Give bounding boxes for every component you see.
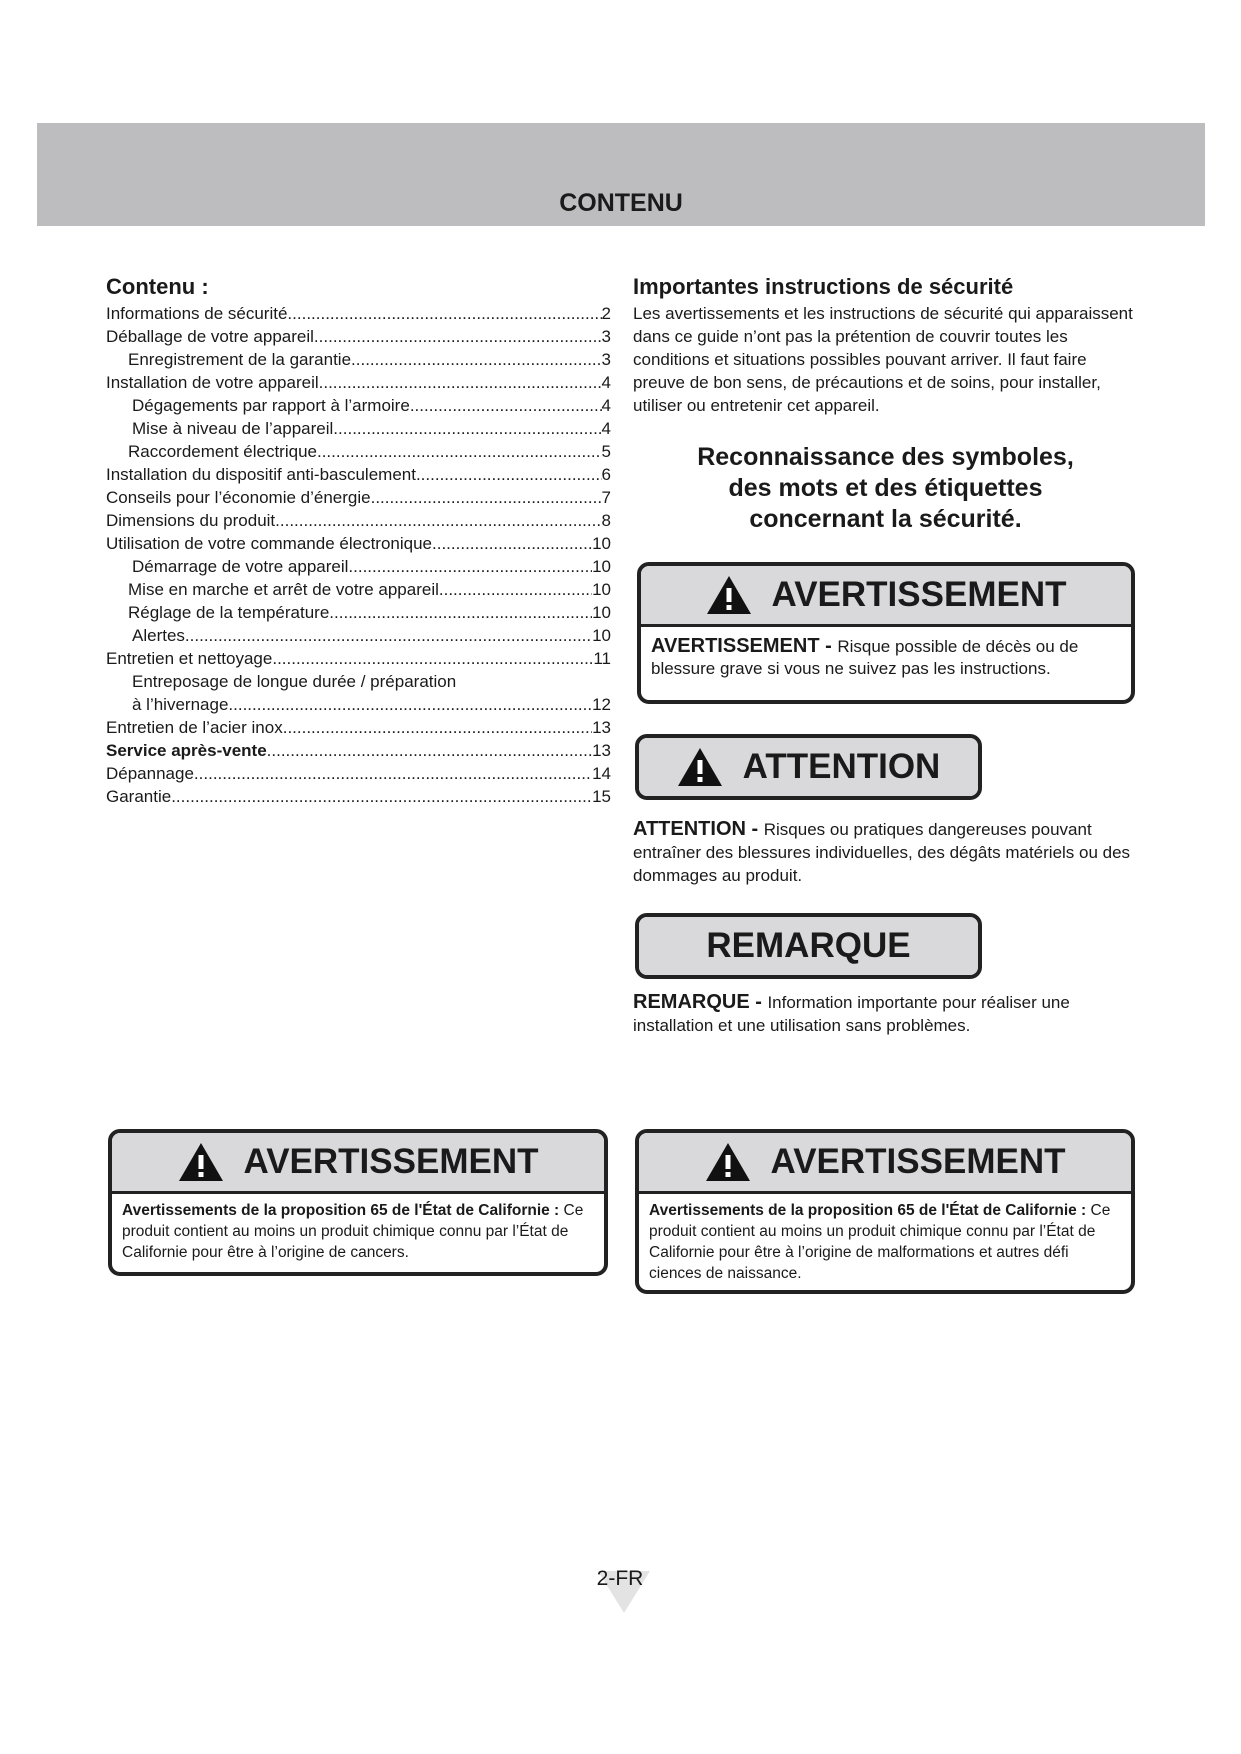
warning-lead: AVERTISSEMENT - <box>651 635 838 657</box>
warning-triangle-icon <box>705 1142 751 1182</box>
toc-item-page: 12 <box>592 695 611 714</box>
toc-leader <box>185 624 592 647</box>
toc-leader <box>171 785 592 808</box>
toc-item-label: Conseils pour l’économie d’énergie <box>106 488 371 507</box>
toc-item-label: Entretien de l’acier inox <box>106 718 283 737</box>
toc-leader <box>228 693 592 716</box>
toc-item[interactable] <box>106 762 611 785</box>
prop65-right-body <box>639 1194 1131 1290</box>
toc-item-page: 4 <box>601 373 611 392</box>
toc-item-page: 13 <box>592 741 611 760</box>
toc-item-label: Utilisation de votre commande électronique <box>106 534 433 553</box>
toc-item-page: 6 <box>601 465 611 484</box>
toc-item-label: Dégagements par rapport à l’armoire <box>132 396 410 415</box>
caution-sign-band <box>639 738 978 796</box>
toc-item-label: Enregistrement de la garantie <box>128 350 352 369</box>
caution-sign <box>635 734 982 800</box>
safety-text: Les avertissements et les instructions de sécurité qui apparaissent dans ce guide n’ont pas la prétention de couvrir toutes les conditions et situations possibles pouvant arriver. Il faut faire preuve de bon sens, de précautions et de soins, pour installer, utiliser ou entretenir cet appareil. <box>633 304 1133 415</box>
toc-item-page: 4 <box>601 419 611 438</box>
note-sign <box>635 913 982 979</box>
toc-leader <box>333 417 601 440</box>
toc-leader <box>319 371 602 394</box>
page-number-text: 2-FR <box>596 1567 644 1590</box>
toc-item-label: Raccordement électrique <box>128 442 317 461</box>
toc-leader <box>272 647 593 670</box>
toc-item-label: Service après-vente <box>106 741 267 760</box>
toc-leader <box>371 486 602 509</box>
toc-item[interactable] <box>106 394 611 417</box>
prop65-warning-birth-defects <box>635 1129 1135 1294</box>
warning-sign-band <box>641 566 1131 627</box>
header-band <box>37 123 1205 226</box>
toc-item[interactable] <box>106 440 611 463</box>
caution-text: Risques ou pratiques dangereuses pouvant entraîner des blessures individuelles, des dégâts matériels ou des dommages au produit. <box>633 820 1131 885</box>
toc-item-page: 5 <box>601 442 611 461</box>
toc-item-page: 10 <box>592 580 611 599</box>
caution-word: ATTENTION <box>742 747 941 786</box>
prop65-right-band <box>639 1133 1131 1194</box>
caution-lead: ATTENTION - <box>633 818 764 840</box>
toc-item[interactable] <box>106 486 611 509</box>
toc-item-label: Garantie <box>106 787 172 806</box>
toc-leader <box>439 578 592 601</box>
prop65-right-text: Ce produit contient au moins un produit chimique connu par l’État de Californie pour être à l’origine de malformations et autres défi ciences de naissance. <box>649 1202 1111 1282</box>
toc-item-page: 11 <box>593 649 611 668</box>
toc-item[interactable] <box>106 555 611 578</box>
toc-item-page: 14 <box>592 764 611 783</box>
warning-triangle-icon <box>706 575 752 615</box>
warning-triangle-icon <box>178 1142 224 1182</box>
toc-item[interactable] <box>106 509 611 532</box>
toc-item-label: Dimensions du produit <box>106 511 276 530</box>
table-of-contents <box>106 274 611 808</box>
toc-item-page: 3 <box>601 350 611 369</box>
toc-item-page: 7 <box>601 488 611 507</box>
toc-item-label: Dépannage <box>106 764 194 783</box>
toc-leader <box>314 325 602 348</box>
toc-item-label: Installation de votre appareil <box>106 373 319 392</box>
toc-item-label: Entretien et nettoyage <box>106 649 273 668</box>
toc-item[interactable] <box>106 325 611 348</box>
toc-leader <box>348 555 592 578</box>
toc-item-label: Démarrage de votre appareil <box>132 557 349 576</box>
toc-leader <box>410 394 602 417</box>
toc-item[interactable] <box>106 601 611 624</box>
toc-item-page: 8 <box>601 511 611 530</box>
prop65-right-bold: Avertissements de la proposition 65 de l'État de Californie : <box>649 1202 1087 1219</box>
prop65-left-body <box>112 1194 604 1269</box>
prop65-right-word: AVERTISSEMENT <box>770 1142 1066 1181</box>
symbols-heading-line: Reconnaissance des symboles, <box>697 443 1074 471</box>
toc-item-page: 10 <box>592 534 611 553</box>
toc-item-page: 10 <box>592 603 611 622</box>
toc-item[interactable] <box>106 371 611 394</box>
safety-instructions <box>633 274 1138 417</box>
toc-item-page: 3 <box>601 327 611 346</box>
toc-leader <box>194 762 592 785</box>
note-lead: REMARQUE - <box>633 991 768 1013</box>
warning-text: Risque possible de décès ou de blessure grave si vous ne suivez pas les instructions. <box>651 637 1079 678</box>
toc-item-page: 10 <box>592 557 611 576</box>
safety-heading: Importantes instructions de sécurité <box>633 274 1014 299</box>
toc-item[interactable] <box>106 463 611 486</box>
toc-item[interactable] <box>106 417 611 440</box>
page-title: CONTENU <box>559 189 683 217</box>
toc-item-page: 2 <box>601 304 611 323</box>
toc-item[interactable] <box>106 716 611 739</box>
toc-item[interactable] <box>106 302 611 325</box>
toc-heading: Contenu : <box>106 274 209 299</box>
caution-triangle-icon <box>677 747 723 787</box>
toc-item-page: 4 <box>601 396 611 415</box>
toc-item[interactable] <box>106 578 611 601</box>
warning-word: AVERTISSEMENT <box>771 575 1067 614</box>
note-text: Information importante pour réaliser une installation et une utilisation sans problèmes. <box>633 993 1070 1035</box>
toc-item[interactable] <box>106 348 611 371</box>
warning-sign-body <box>641 627 1131 688</box>
toc-leader <box>416 463 602 486</box>
toc-item[interactable] <box>106 739 611 762</box>
note-sign-band <box>639 917 978 975</box>
page-number <box>580 1567 660 1591</box>
warning-sign <box>637 562 1135 704</box>
symbols-heading-line: concernant la sécurité. <box>749 505 1022 533</box>
toc-item-page: 10 <box>592 626 611 645</box>
toc-item-page: 15 <box>592 787 611 806</box>
toc-leader <box>287 302 601 325</box>
toc-leader <box>351 348 602 371</box>
toc-item[interactable] <box>106 693 611 716</box>
toc-item-label: Informations de sécurité <box>106 304 288 323</box>
caution-description <box>633 818 1143 887</box>
toc-leader <box>329 601 592 624</box>
toc-item-page: 13 <box>592 718 611 737</box>
toc-item <box>106 670 611 693</box>
prop65-left-word: AVERTISSEMENT <box>243 1142 539 1181</box>
toc-item-label: à l’hivernage <box>132 695 229 714</box>
prop65-left-bold: Avertissements de la proposition 65 de l'État de Californie : <box>122 1202 560 1219</box>
note-word: REMARQUE <box>706 926 911 965</box>
prop65-warning-cancer <box>108 1129 608 1276</box>
toc-item-label: Réglage de la température <box>128 603 330 622</box>
toc-item-label: Installation du dispositif anti-basculement <box>106 465 416 484</box>
prop65-left-band <box>112 1133 604 1194</box>
toc-leader <box>283 716 592 739</box>
toc-leader <box>317 440 602 463</box>
toc-item[interactable] <box>106 624 611 647</box>
toc-item-label: Alertes <box>132 626 185 645</box>
symbols-heading <box>633 442 1138 535</box>
toc-item[interactable] <box>106 785 611 808</box>
symbols-heading-line: des mots et des étiquettes <box>728 474 1043 502</box>
toc-item[interactable] <box>106 532 611 555</box>
toc-leader <box>432 532 592 555</box>
toc-item-label: Entreposage de longue durée / préparation <box>132 672 457 691</box>
toc-item[interactable] <box>106 647 611 670</box>
toc-item-label: Déballage de votre appareil <box>106 327 314 346</box>
toc-leader <box>267 739 592 762</box>
toc-item-label: Mise en marche et arrêt de votre appareil <box>128 580 439 599</box>
note-description <box>633 991 1143 1037</box>
toc-leader <box>275 509 601 532</box>
prop65-left-text: Ce produit contient au moins un produit chimique connu par l’État de Californie pour être à l’origine de cancers. <box>122 1202 584 1261</box>
toc-item-label: Mise à niveau de l’appareil <box>132 419 334 438</box>
